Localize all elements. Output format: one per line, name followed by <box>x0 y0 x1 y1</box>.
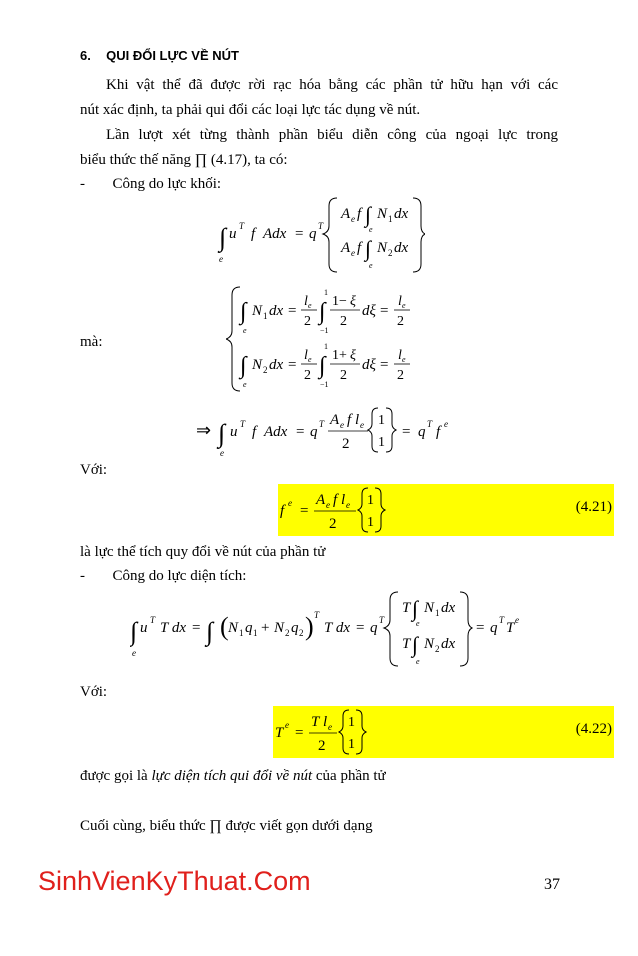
svg-text:2: 2 <box>299 628 304 638</box>
svg-text:e: e <box>515 615 519 625</box>
svg-text:(: ( <box>220 612 229 641</box>
svg-text:e: e <box>402 301 406 310</box>
svg-text:q: q <box>418 424 426 440</box>
para2-text-b: (4.17), ta có: <box>210 152 288 168</box>
svg-text:dx: dx <box>441 636 456 652</box>
svg-text:N: N <box>274 620 285 636</box>
sentence-italic-term: lực diện tích qui đổi về nút <box>151 768 313 784</box>
svg-text:e: e <box>351 214 355 224</box>
svg-text:2: 2 <box>304 314 311 329</box>
svg-text:A: A <box>341 206 351 222</box>
body-force-description: là lực thể tích quy đổi về nút của phần tử <box>80 544 326 560</box>
equation-body-force-work <box>215 192 425 276</box>
svg-text:u: u <box>229 226 237 242</box>
ma-label: mà: <box>80 334 103 350</box>
svg-text:1: 1 <box>239 628 244 638</box>
svg-text:ξ: ξ <box>350 348 356 363</box>
svg-text:): ) <box>305 612 314 641</box>
svg-text:e: e <box>351 248 355 258</box>
svg-text:l: l <box>323 714 328 730</box>
svg-text:dξ: dξ <box>362 357 376 373</box>
bullet-surface-force <box>80 564 246 589</box>
svg-text:T: T <box>314 610 320 620</box>
svg-text:l: l <box>304 294 308 309</box>
svg-text:2: 2 <box>304 368 311 383</box>
svg-text:q: q <box>490 620 498 636</box>
svg-text:N: N <box>377 206 388 222</box>
svg-text:e: e <box>369 225 373 234</box>
svg-text:e: e <box>402 355 406 364</box>
svg-text:T: T <box>499 615 505 625</box>
svg-text:f: f <box>347 412 352 428</box>
page-number: 37 <box>544 876 560 893</box>
svg-text:=: = <box>476 620 485 636</box>
svg-text:T: T <box>239 221 245 231</box>
svg-text:1: 1 <box>367 515 374 530</box>
svg-text:1: 1 <box>324 342 328 351</box>
svg-text:2: 2 <box>340 314 347 329</box>
para1-line1: Khi vật thể đã được rời rạc hóa bằng các phần tử hữu hạn với các <box>106 77 558 93</box>
svg-text:q: q <box>291 620 299 636</box>
svg-text:e: e <box>416 619 420 628</box>
final-sentence <box>80 814 373 839</box>
svg-text:Adx: Adx <box>264 424 288 440</box>
svg-text:∫: ∫ <box>240 299 247 325</box>
svg-text:=: = <box>380 357 389 373</box>
svg-text:T: T <box>402 600 411 616</box>
equation-surface-force-work <box>130 588 520 672</box>
svg-text:dx: dx <box>269 357 284 373</box>
integral-sign: ∫ <box>219 223 227 252</box>
svg-text:∫: ∫ <box>319 353 326 379</box>
final-prefix: Cuối cùng, biểu thức <box>80 818 206 834</box>
svg-text:e: e <box>285 720 289 730</box>
svg-text:dx: dx <box>441 600 456 616</box>
sentence-prefix: được gọi là <box>80 768 148 784</box>
svg-text:2: 2 <box>329 516 337 532</box>
bullet-dash: - <box>80 176 85 192</box>
svg-text:e: e <box>219 254 223 264</box>
svg-text:u: u <box>140 620 148 636</box>
bullet-text: Công do lực khối: <box>112 176 222 192</box>
svg-text:+: + <box>261 620 270 636</box>
svg-text:−1: −1 <box>320 380 329 389</box>
svg-text:2: 2 <box>435 644 440 654</box>
svg-text:1: 1 <box>435 608 440 618</box>
svg-text:T: T <box>319 419 325 429</box>
svg-text:∫: ∫ <box>206 617 214 646</box>
svg-text:1: 1 <box>348 715 355 730</box>
svg-text:T: T <box>427 419 433 429</box>
svg-text:=: = <box>380 303 389 319</box>
svg-text:∫: ∫ <box>130 617 138 646</box>
svg-text:=: = <box>356 620 365 636</box>
svg-text:dx: dx <box>269 303 284 319</box>
svg-text:2: 2 <box>263 365 268 375</box>
svg-text:f: f <box>252 424 257 440</box>
svg-text:l: l <box>398 348 402 363</box>
svg-text:dx: dx <box>394 206 409 222</box>
svg-text:e: e <box>444 419 448 429</box>
equation-4-21-highlight <box>278 484 614 536</box>
svg-text:1: 1 <box>324 288 328 297</box>
svg-text:A: A <box>316 492 326 508</box>
svg-text:∫: ∫ <box>218 419 226 448</box>
svg-text:T: T <box>402 636 411 652</box>
svg-text:∫: ∫ <box>412 596 419 621</box>
svg-text:N: N <box>252 303 263 319</box>
svg-text:l: l <box>341 492 346 508</box>
svg-text:=: = <box>192 620 201 636</box>
svg-text:T: T <box>311 714 320 730</box>
svg-text:e: e <box>308 355 312 364</box>
svg-text:2: 2 <box>388 248 393 258</box>
svg-text:∫: ∫ <box>412 632 419 657</box>
pi-symbol: ∏ <box>209 818 222 834</box>
svg-text:∫: ∫ <box>365 202 372 227</box>
svg-text:q: q <box>245 620 253 636</box>
svg-text:N: N <box>377 240 388 256</box>
svg-text:1: 1 <box>348 737 355 752</box>
svg-text:e: e <box>416 657 420 666</box>
svg-text:l: l <box>355 412 360 428</box>
svg-text:q: q <box>370 620 378 636</box>
svg-text:1: 1 <box>263 311 268 321</box>
svg-text:l: l <box>398 294 402 309</box>
svg-text:1: 1 <box>388 214 393 224</box>
equation-number-4-21: (4.21) <box>575 499 612 515</box>
svg-text:N: N <box>228 620 239 636</box>
para2-line2 <box>80 148 288 173</box>
svg-text:e: e <box>340 420 344 430</box>
svg-text:e: e <box>326 500 330 510</box>
svg-text:∫: ∫ <box>240 353 247 379</box>
section-title: QUI ĐỔI LỰC VỀ NÚT <box>106 48 239 63</box>
para2-line1: Lần lượt xét từng thành phần biểu diễn công của ngoại lực trong <box>106 127 558 143</box>
svg-text:1−: 1− <box>332 294 347 309</box>
svg-text:∫: ∫ <box>365 236 372 261</box>
svg-text:=: = <box>288 357 297 373</box>
equation-shape-function-integrals <box>226 283 426 395</box>
svg-text:e: e <box>369 261 373 270</box>
svg-text:T: T <box>240 419 246 429</box>
svg-text:e: e <box>328 722 332 732</box>
equation-4-22-highlight <box>273 706 614 758</box>
svg-text:1+: 1+ <box>332 348 347 363</box>
svg-text:T dx: T dx <box>160 620 186 636</box>
svg-text:=: = <box>295 725 304 741</box>
equation-nodal-surface-force <box>273 706 373 758</box>
svg-text:T: T <box>150 615 156 625</box>
svg-text:e: e <box>243 326 247 335</box>
svg-text:2: 2 <box>318 738 326 754</box>
bullet-text: Công do lực diện tích: <box>112 568 247 584</box>
svg-text:ξ: ξ <box>350 294 356 309</box>
svg-text:e: e <box>243 380 247 389</box>
svg-text:N: N <box>424 636 435 652</box>
svg-text:T: T <box>506 620 515 636</box>
svg-text:dx: dx <box>394 240 409 256</box>
para1-line2: nút xác định, ta phải qui đổi các loại lực tác dụng về nút. <box>80 102 421 118</box>
svg-text:e: e <box>308 301 312 310</box>
svg-text:=: = <box>402 424 411 440</box>
svg-text:T dx: T dx <box>324 620 350 636</box>
svg-text:T: T <box>379 615 385 625</box>
site-watermark: SinhVienKyThuat.Com <box>38 866 311 896</box>
svg-text:∫: ∫ <box>319 299 326 325</box>
surface-force-description <box>80 764 386 789</box>
svg-text:e: e <box>346 500 350 510</box>
final-suffix: được viết gọn dưới dạng <box>225 818 373 834</box>
svg-text:1: 1 <box>253 628 258 638</box>
svg-text:2: 2 <box>285 628 290 638</box>
svg-text:f: f <box>280 503 285 519</box>
svg-text:1: 1 <box>367 493 374 508</box>
bullet-dash: - <box>80 568 85 584</box>
svg-text:A: A <box>330 412 340 428</box>
svg-text:=: = <box>288 303 297 319</box>
voi-label-2: Với: <box>80 684 108 700</box>
svg-text:N: N <box>424 600 435 616</box>
svg-text:q: q <box>309 226 317 242</box>
svg-text:f: f <box>333 492 338 508</box>
svg-text:T: T <box>275 725 284 741</box>
svg-text:T: T <box>318 221 324 231</box>
section-number: 6. <box>80 48 91 63</box>
svg-text:e: e <box>360 420 364 430</box>
svg-text:2: 2 <box>340 368 347 383</box>
equation-nodal-body-force <box>278 484 398 536</box>
voi-label-1: Với: <box>80 462 108 478</box>
svg-text:e: e <box>132 648 136 658</box>
svg-text:A: A <box>341 240 351 256</box>
equation-number-4-22: (4.22) <box>575 721 612 737</box>
svg-text:1: 1 <box>378 413 385 428</box>
svg-text:2: 2 <box>397 314 404 329</box>
svg-text:e: e <box>288 498 292 508</box>
svg-text:N: N <box>252 357 263 373</box>
svg-text:f: f <box>251 226 256 242</box>
pi-symbol: ∏ <box>194 152 208 168</box>
svg-text:l: l <box>304 348 308 363</box>
svg-text:=: = <box>296 424 305 440</box>
sentence-suffix: của phần tử <box>315 768 386 784</box>
para2-text-a: biểu thức thế năng <box>80 152 192 168</box>
svg-text:Adx: Adx <box>263 226 287 242</box>
equation-body-force-result <box>196 400 456 462</box>
svg-text:u: u <box>230 424 238 440</box>
svg-text:f: f <box>357 206 362 222</box>
svg-text:=: = <box>295 226 304 242</box>
bullet-body-force <box>80 172 221 197</box>
svg-text:−1: −1 <box>320 326 329 335</box>
svg-text:dξ: dξ <box>362 303 376 319</box>
svg-text:=: = <box>300 503 309 519</box>
implies-arrow: ⇒ <box>196 420 212 440</box>
svg-text:q: q <box>310 424 318 440</box>
svg-text:2: 2 <box>397 368 404 383</box>
svg-text:f: f <box>357 240 362 256</box>
svg-text:2: 2 <box>342 436 350 452</box>
svg-text:f: f <box>436 424 441 440</box>
section-heading <box>80 48 239 63</box>
svg-text:e: e <box>220 448 224 458</box>
svg-text:1: 1 <box>378 435 385 450</box>
